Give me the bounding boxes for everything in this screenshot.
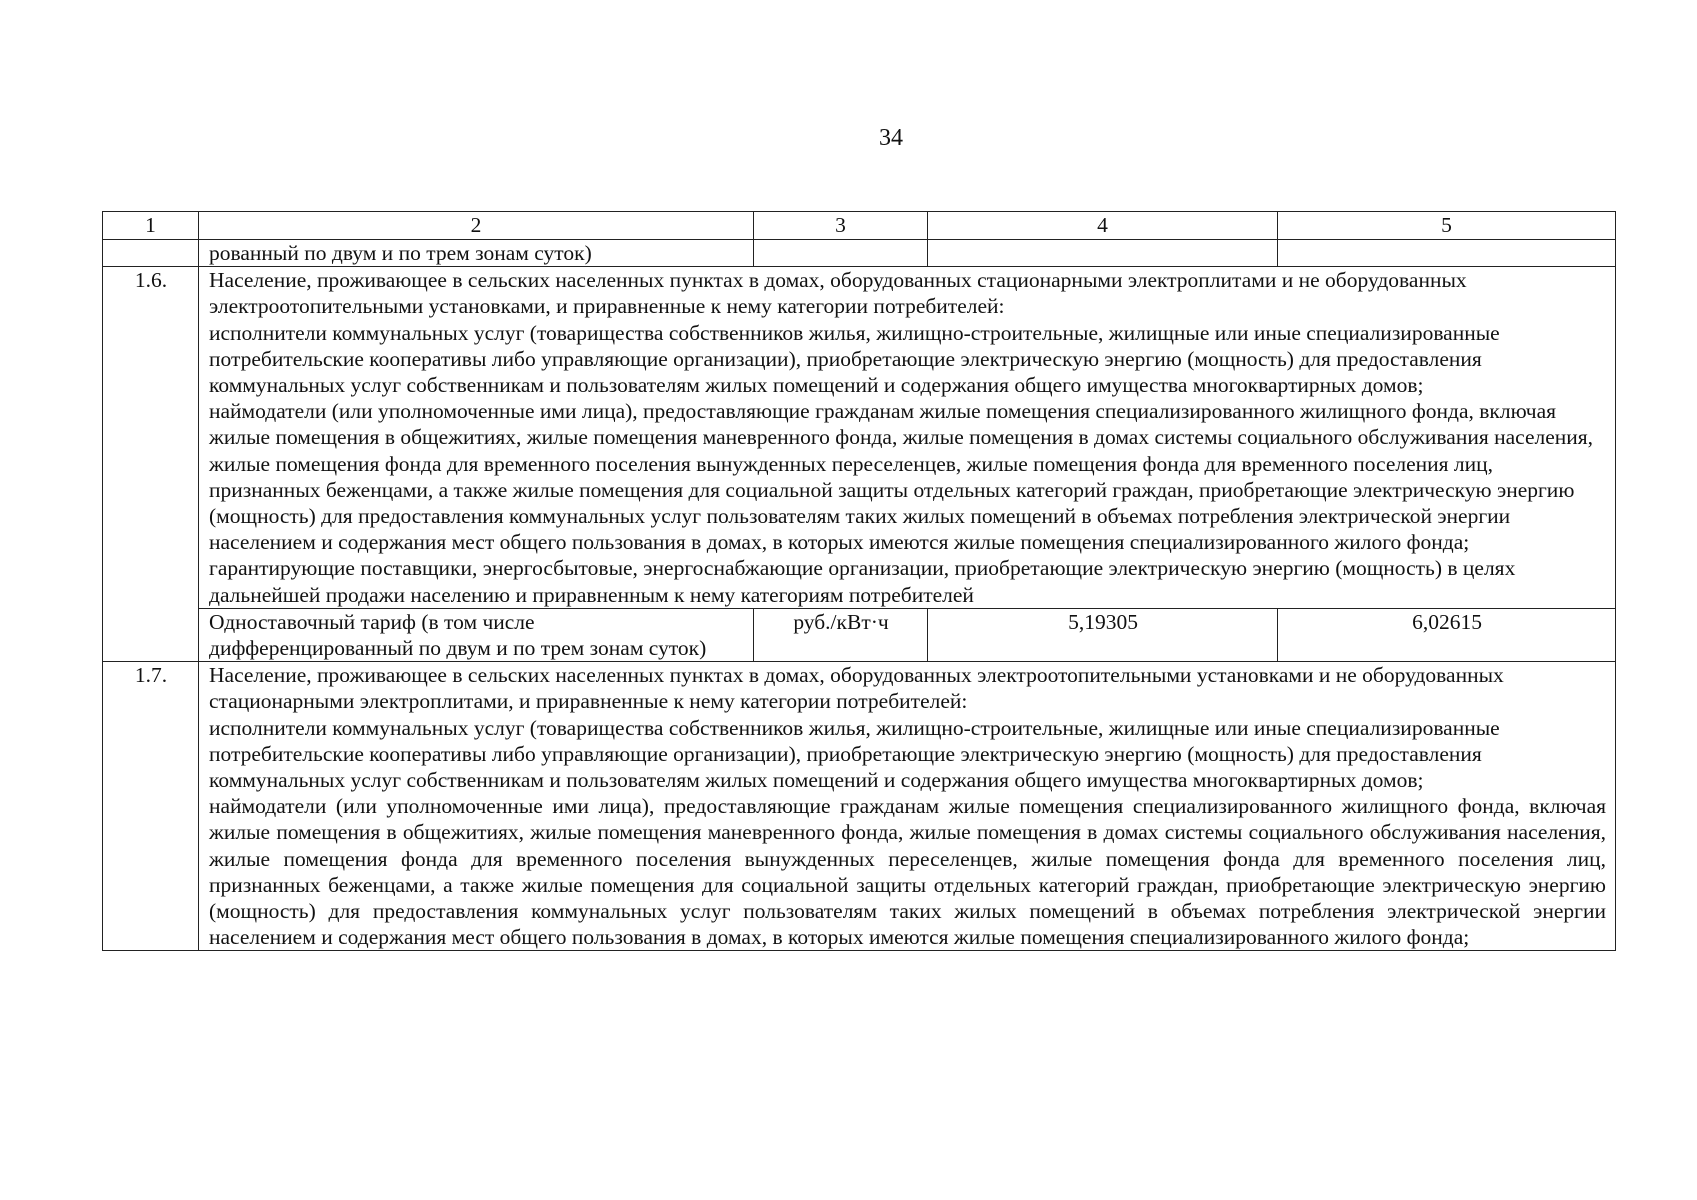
section-1-7-number: 1.7. — [103, 662, 199, 951]
tariff-value-col4: 5,19305 — [928, 608, 1278, 661]
column-number-5: 5 — [1278, 212, 1616, 240]
continued-row-number-cell — [103, 240, 199, 267]
continued-row-value5-cell — [1278, 240, 1616, 267]
column-number-2: 2 — [199, 212, 754, 240]
tariff-table — [102, 211, 1616, 951]
continued-row-value4-cell — [928, 240, 1278, 267]
section-1-7-paragraph: наймодатели (или уполномоченные ими лица), предоставляющие гражданам жилые помещения специализированного жилищного фонда, включая жилые помещения в общежитиях, жилые помещения маневренного фонда, жилые помещения в домах системы социального обслуживания населения, жилые помещения фонда для временного поселения вынужденных переселенцев, жилые помещения фонда для временного поселения лиц, признанных беженцами, а также жилые помещения для социальной защиты отдельных категорий граждан, приобретающие электрическую энергию (мощность) для предоставления коммунальных услуг пользователям таких жилых помещений в объемах потребления электрической энергии населением и содержания мест общего пользования в домах, в которых имеются жилые помещения специализированного жилого фонда; — [209, 794, 1606, 950]
section-1-6-paragraph: гарантирующие поставщики, энергосбытовые, энергоснабжающие организации, приобретающие электрическую энергию (мощность) в целях дальнейшей продажи населению и приравненным к нему категориям потребителей — [209, 556, 1516, 607]
section-1-6-number: 1.6. — [103, 267, 199, 662]
section-1-7-row — [103, 662, 1616, 951]
tariff-name: Одноставочный тариф (в том числе дифференцированный по двум и по трем зонам суток) — [199, 608, 754, 661]
page-number: 34 — [879, 125, 903, 151]
section-1-6-row — [103, 267, 1616, 609]
section-1-6-tariff-row — [103, 608, 1616, 661]
column-number-3: 3 — [754, 212, 928, 240]
tariff-value-col5: 6,02615 — [1278, 608, 1616, 661]
section-1-7-paragraph: исполнители коммунальных услуг (товарищества собственников жилья, жилищно-строительные, жилищные или иные специализированные потребительские кооперативы либо управляющие организации), приобретающие электрическую энергию (мощность) для предоставления коммунальных услуг собственникам и пользователям жилых помещений и содержания общего имущества многоквартирных домов; — [209, 715, 1500, 793]
section-1-6-paragraph: наймодатели (или уполномоченные ими лица), предоставляющие гражданам жилые помещения специализированного жилищного фонда, включая жилые помещения в общежитиях, жилые помещения маневренного фонда, жилые помещения в домах системы социального обслуживания населения, жилые помещения фонда для временного поселения вынужденных переселенцев, жилые помещения фонда для временного поселения лиц, признанных беженцами, а также жилые помещения для социальной защиты отдельных категорий граждан, приобретающие электрическую энергию (мощность) для предоставления коммунальных услуг пользователям таких жилых помещений в объемах потребления электрической энергии населением и содержания мест общего пользования в домах, в которых имеются жилые помещения специализированного жилого фонда; — [209, 399, 1594, 555]
tariff-unit: руб./кВт·ч — [754, 608, 928, 661]
section-1-7-paragraph: Население, проживающее в сельских населенных пунктах в домах, оборудованных электроотопительными установками и не оборудованных стационарными электроплитами, и приравненные к нему категории потребителей: — [209, 663, 1504, 714]
continued-row-text: рованный по двум и по трем зонам суток) — [199, 240, 754, 267]
continued-row-unit-cell — [754, 240, 928, 267]
column-number-1: 1 — [103, 212, 199, 240]
section-1-6-description — [199, 267, 1616, 609]
column-number-row — [103, 212, 1616, 240]
section-1-6-paragraph: исполнители коммунальных услуг (товарищества собственников жилья, жилищно-строительные, жилищные или иные специализированные потребительские кооперативы либо управляющие организации), приобретающие электрическую энергию (мощность) для предоставления коммунальных услуг собственникам и пользователям жилых помещений и содержания общего имущества многоквартирных домов; — [209, 320, 1500, 398]
section-1-7-description — [199, 662, 1616, 951]
continued-row — [103, 240, 1616, 267]
section-1-6-paragraph: Население, проживающее в сельских населенных пунктах в домах, оборудованных стационарными электроплитами и не оборудованных электроотопительными установками, и приравненные к нему категории потребителей: — [209, 268, 1467, 319]
column-number-4: 4 — [928, 212, 1278, 240]
